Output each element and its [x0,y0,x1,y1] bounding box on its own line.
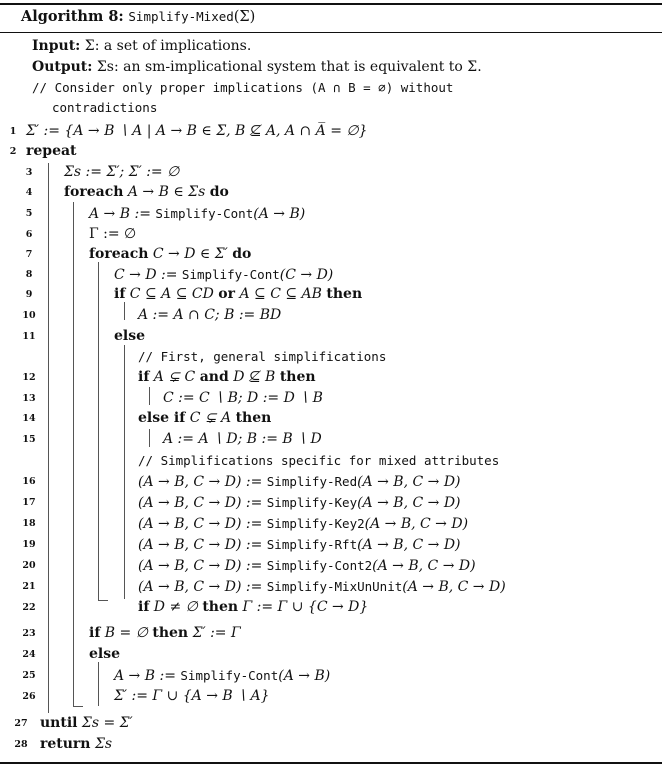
algorithm-label: Algorithm 8: [21,8,124,25]
if-simpeq-bar [149,387,150,405]
title-rule [0,32,662,33]
else-block-bar [124,345,125,599]
foreach-cd-block-bar [98,262,99,600]
foreach-cd-end [98,600,108,601]
algorithm-name: Simplify-Mixed [128,9,234,24]
foreach-ab-end [73,706,83,707]
foreach-ab-block-bar [73,202,74,706]
repeat-block-bar [48,163,49,713]
bottom-rule [0,762,662,764]
algorithm-title [21,8,255,25]
algorithm-arg: (Σ) [233,9,256,25]
elseif-bar [149,429,150,447]
top-rule [0,3,662,5]
else-final-bar [98,662,99,706]
